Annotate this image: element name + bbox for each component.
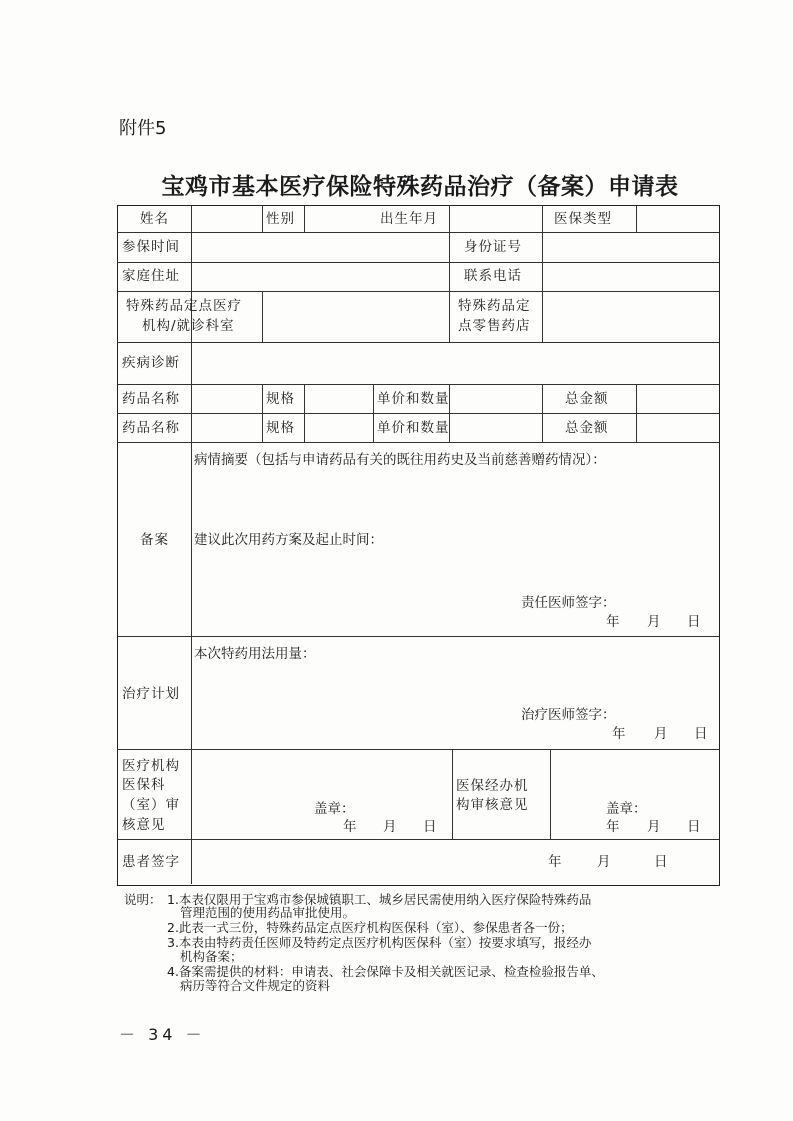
agency-date-year: 年: [606, 819, 620, 835]
address-field[interactable]: [192, 263, 449, 291]
filing-field[interactable]: [192, 443, 719, 636]
insured-time-label: 参保时间: [122, 239, 180, 255]
note-item-1-line2: 管理范围的使用药品审批使用。: [180, 905, 356, 920]
name-label: 姓名: [140, 211, 169, 227]
total-field[interactable]: [637, 414, 719, 442]
plan-suggestion-label: 建议此次用药方案及起止时间：: [194, 532, 383, 548]
birth-label: 出生年月: [380, 211, 438, 227]
patient-sign-field[interactable]: [192, 840, 719, 884]
institution-review-label-line2: 医保科: [122, 777, 166, 793]
designated-institution-label-line1: 特殊药品定点医疗: [126, 298, 242, 314]
total-label: 总金额: [565, 420, 609, 436]
price-qty-label: 单价和数量: [377, 420, 450, 436]
notes-section: [124, 893, 724, 995]
institution-review-field[interactable]: [192, 750, 452, 839]
note-item-4-line1: 4.备案需提供的材料：申请表、社会保障卡及相关就医记录、检查检验报告单、: [167, 964, 604, 979]
drug-name-label: 药品名称: [122, 391, 180, 407]
spec-label: 规格: [266, 391, 295, 407]
page-number: － 34 －: [119, 1025, 206, 1044]
form-title: 宝鸡市基本医疗保险特殊药品治疗（备案）申请表: [161, 173, 679, 200]
diagnosis-field[interactable]: [192, 343, 719, 384]
plan-date-day: 日: [694, 726, 708, 742]
drug-name-label: 药品名称: [122, 420, 180, 436]
total-field[interactable]: [637, 385, 719, 413]
note-item-3-line2: 机构备案；: [180, 949, 243, 964]
designated-pharmacy-label-line1: 特殊药品定: [458, 298, 531, 314]
total-label: 总金额: [565, 391, 609, 407]
designated-pharmacy-label-line2: 点零售药店: [458, 318, 531, 334]
institution-review-label-line4: 核意见: [122, 817, 166, 833]
drug-name-field[interactable]: [192, 414, 262, 442]
filing-date-year: 年: [606, 614, 620, 630]
price-qty-field[interactable]: [450, 385, 542, 413]
price-qty-label: 单价和数量: [377, 391, 450, 407]
institution-date-year: 年: [343, 819, 357, 835]
phone-field[interactable]: [543, 263, 719, 291]
filing-date-day: 日: [687, 614, 701, 630]
treatment-plan-field[interactable]: [192, 637, 719, 749]
attachment-label: 附件5: [119, 118, 167, 139]
notes-prefix: 说明：: [124, 892, 162, 907]
designated-pharmacy-field[interactable]: [543, 292, 719, 342]
insurance-type-label: 医保类型: [554, 211, 612, 227]
responsible-doctor-sign-label: 责任医师签字：: [521, 595, 616, 611]
institution-review-label-line1: 医疗机构: [122, 758, 180, 774]
spec-field[interactable]: [305, 385, 373, 413]
note-item-1-line1: 1.本表仅限用于宝鸡市参保城镇职工、城乡居民需使用纳入医疗保险特殊药品: [167, 892, 592, 907]
designated-institution-label-line2: 机构/就诊科室: [142, 318, 235, 334]
agency-review-label-line2: 构审核意见: [456, 797, 529, 813]
insurance-type-field[interactable]: [637, 206, 719, 232]
patient-sign-label: 患者签字: [122, 854, 180, 870]
agency-review-field[interactable]: [551, 750, 719, 839]
plan-date-month: 月: [654, 726, 668, 742]
note-item-2-line1: 2.此表一式三份，特殊药品定点医疗机构医保科（室）、参保患者各一份；: [167, 920, 573, 935]
treating-doctor-sign-label: 治疗医师签字：: [521, 707, 616, 723]
filing-date-month: 月: [647, 614, 661, 630]
designated-institution-field[interactable]: [263, 292, 449, 342]
address-label: 家庭住址: [122, 268, 180, 284]
insured-time-field[interactable]: [192, 233, 449, 262]
price-qty-field[interactable]: [450, 414, 542, 442]
note-item-4-line2: 病历等符合文件规定的资料: [180, 978, 331, 993]
application-form-table: [117, 205, 720, 886]
note-item-3-line1: 3.本表由特药责任医师及特药定点医疗机构医保科（室）按要求填写，报经办: [167, 935, 592, 950]
patient-date-month: 月: [597, 854, 611, 870]
agency-date-month: 月: [647, 819, 661, 835]
institution-seal-label: 盖章：: [314, 801, 355, 817]
birth-field[interactable]: [450, 206, 542, 232]
treatment-plan-label: 治疗计划: [122, 686, 180, 702]
phone-label: 联系电话: [464, 268, 522, 284]
filing-label: 备案: [140, 532, 169, 548]
name-field[interactable]: [192, 206, 262, 232]
spec-field[interactable]: [305, 414, 373, 442]
patient-date-day: 日: [654, 854, 668, 870]
plan-date-year: 年: [612, 726, 626, 742]
id-number-field[interactable]: [543, 233, 719, 262]
dosage-label: 本次特药用法用量：: [194, 646, 316, 662]
condition-summary-label: 病情摘要（包括与申请药品有关的既往用药史及当前慈善赠药情况）：: [194, 452, 606, 468]
gender-label: 性别: [266, 211, 295, 227]
institution-review-label-line3: （室）审: [122, 797, 180, 813]
agency-seal-label: 盖章：: [606, 801, 647, 817]
drug-name-field[interactable]: [192, 385, 262, 413]
institution-date-day: 日: [423, 819, 437, 835]
diagnosis-label: 疾病诊断: [122, 355, 180, 371]
institution-date-month: 月: [383, 819, 397, 835]
agency-review-label-line1: 医保经办机: [456, 778, 529, 794]
spec-label: 规格: [266, 420, 295, 436]
agency-date-day: 日: [687, 819, 701, 835]
patient-date-year: 年: [548, 854, 562, 870]
id-number-label: 身份证号: [464, 239, 522, 255]
